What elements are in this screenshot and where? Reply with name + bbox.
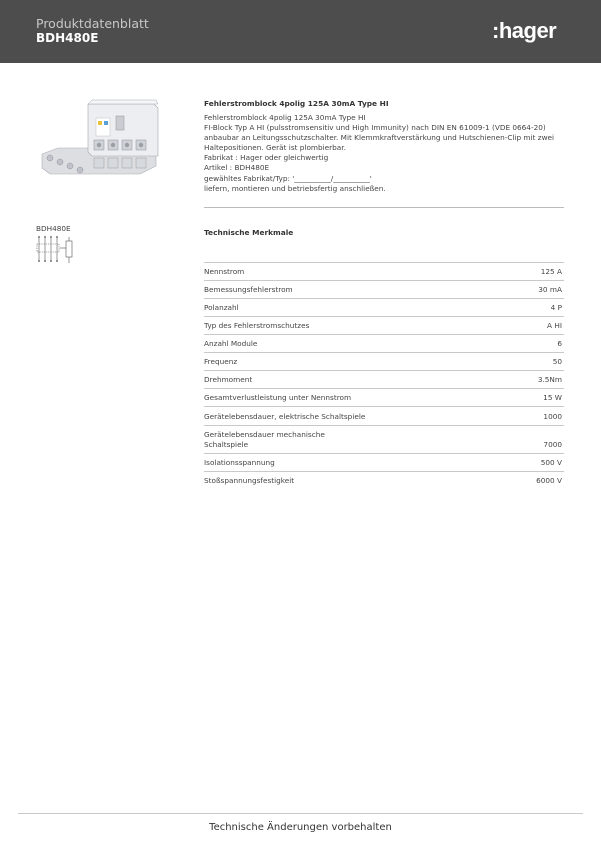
description-line: liefern, montieren und betriebsfertig anschließen. <box>204 183 386 193</box>
spec-value: 125 A <box>540 267 562 276</box>
spec-label: Bemessungsfehlerstrom <box>204 285 293 294</box>
spec-row <box>204 453 564 471</box>
spec-row <box>204 334 564 352</box>
spec-row <box>204 406 564 425</box>
spec-row <box>204 280 564 298</box>
description-line: Haltepositionen. Gerät ist plombierbar. <box>204 143 346 153</box>
spec-label: Typ des Fehlerstromschutzes <box>204 321 310 330</box>
spec-row <box>204 262 564 280</box>
spec-row <box>204 298 564 316</box>
spec-label: Gesamtverlustleistung unter Nennstrom <box>204 393 352 402</box>
spec-row <box>204 388 564 406</box>
hager-logo <box>492 18 566 44</box>
spec-row <box>204 352 564 370</box>
spec-label: Isolationsspannung <box>204 458 275 467</box>
spec-value: 50 <box>552 357 562 366</box>
spec-label: Polanzahl <box>204 303 239 312</box>
description-line: Fabrikat : Hager oder gleichwertig <box>204 153 329 163</box>
spec-label: Gerätelebensdauer, elektrische Schaltspiele <box>204 412 366 421</box>
description-line: Fehlerstromblock 4polig 125A 30mA Type HI <box>204 113 366 122</box>
footer-divider <box>18 813 583 814</box>
spec-label: Gerätelebensdauer mechanische Schaltspiele <box>204 430 325 449</box>
spec-value: 30 mA <box>538 285 562 294</box>
description-line: FI-Block Typ A HI (pulsstromsensitiv und High Immunity) nach DIN EN 61009-1 (VDE 0664-20) <box>204 123 546 133</box>
description-line: gewähltes Fabrikat/Typ: '__________/__________' <box>204 173 372 183</box>
spec-row <box>204 425 564 453</box>
spec-label: Nennstrom <box>204 267 245 276</box>
svg-text::hager: :hager <box>492 18 557 43</box>
document-code: BDH480E <box>36 31 99 45</box>
document-type: Produktdatenblatt <box>36 16 149 31</box>
section-divider <box>204 207 564 208</box>
spec-value: 500 V <box>540 458 562 467</box>
spec-label: Frequenz <box>204 357 238 366</box>
spec-value: 6 <box>557 339 562 348</box>
footer-note: Technische Änderungen vorbehalten <box>209 822 392 833</box>
spec-value: 15 W <box>543 393 562 402</box>
spec-row <box>204 316 564 334</box>
spec-value: 6000 V <box>536 476 562 485</box>
spec-row <box>204 471 564 489</box>
spec-label: Stoßspannungsfestigkeit <box>204 476 295 485</box>
spec-row <box>204 370 564 388</box>
spec-value: A HI <box>547 321 562 330</box>
description-line: Artikel : BDH480E <box>204 163 270 173</box>
wiring-schematic-icon <box>36 235 74 265</box>
sidebar-product-code: BDH480E <box>36 224 71 233</box>
spec-value: 7000 <box>543 440 562 449</box>
spec-label: Anzahl Module <box>204 339 258 348</box>
spec-value: 1000 <box>543 412 562 421</box>
tech-section-title: Technische Merkmale <box>204 228 294 237</box>
spec-value: 4 P <box>550 303 562 312</box>
product-image <box>36 96 164 184</box>
header-bar <box>0 0 601 63</box>
product-title: Fehlerstromblock 4polig 125A 30mA Type HI <box>204 99 389 108</box>
description-line: anbaubar an Leitungsschutzschalter. Mit Klemmkraftverstärkung und Hutschienen-Clip mit zwei <box>204 133 555 143</box>
spec-label: Drehmoment <box>204 375 253 384</box>
spec-value: 3.5Nm <box>537 375 562 384</box>
product-description <box>204 113 566 194</box>
spec-table <box>204 262 564 489</box>
